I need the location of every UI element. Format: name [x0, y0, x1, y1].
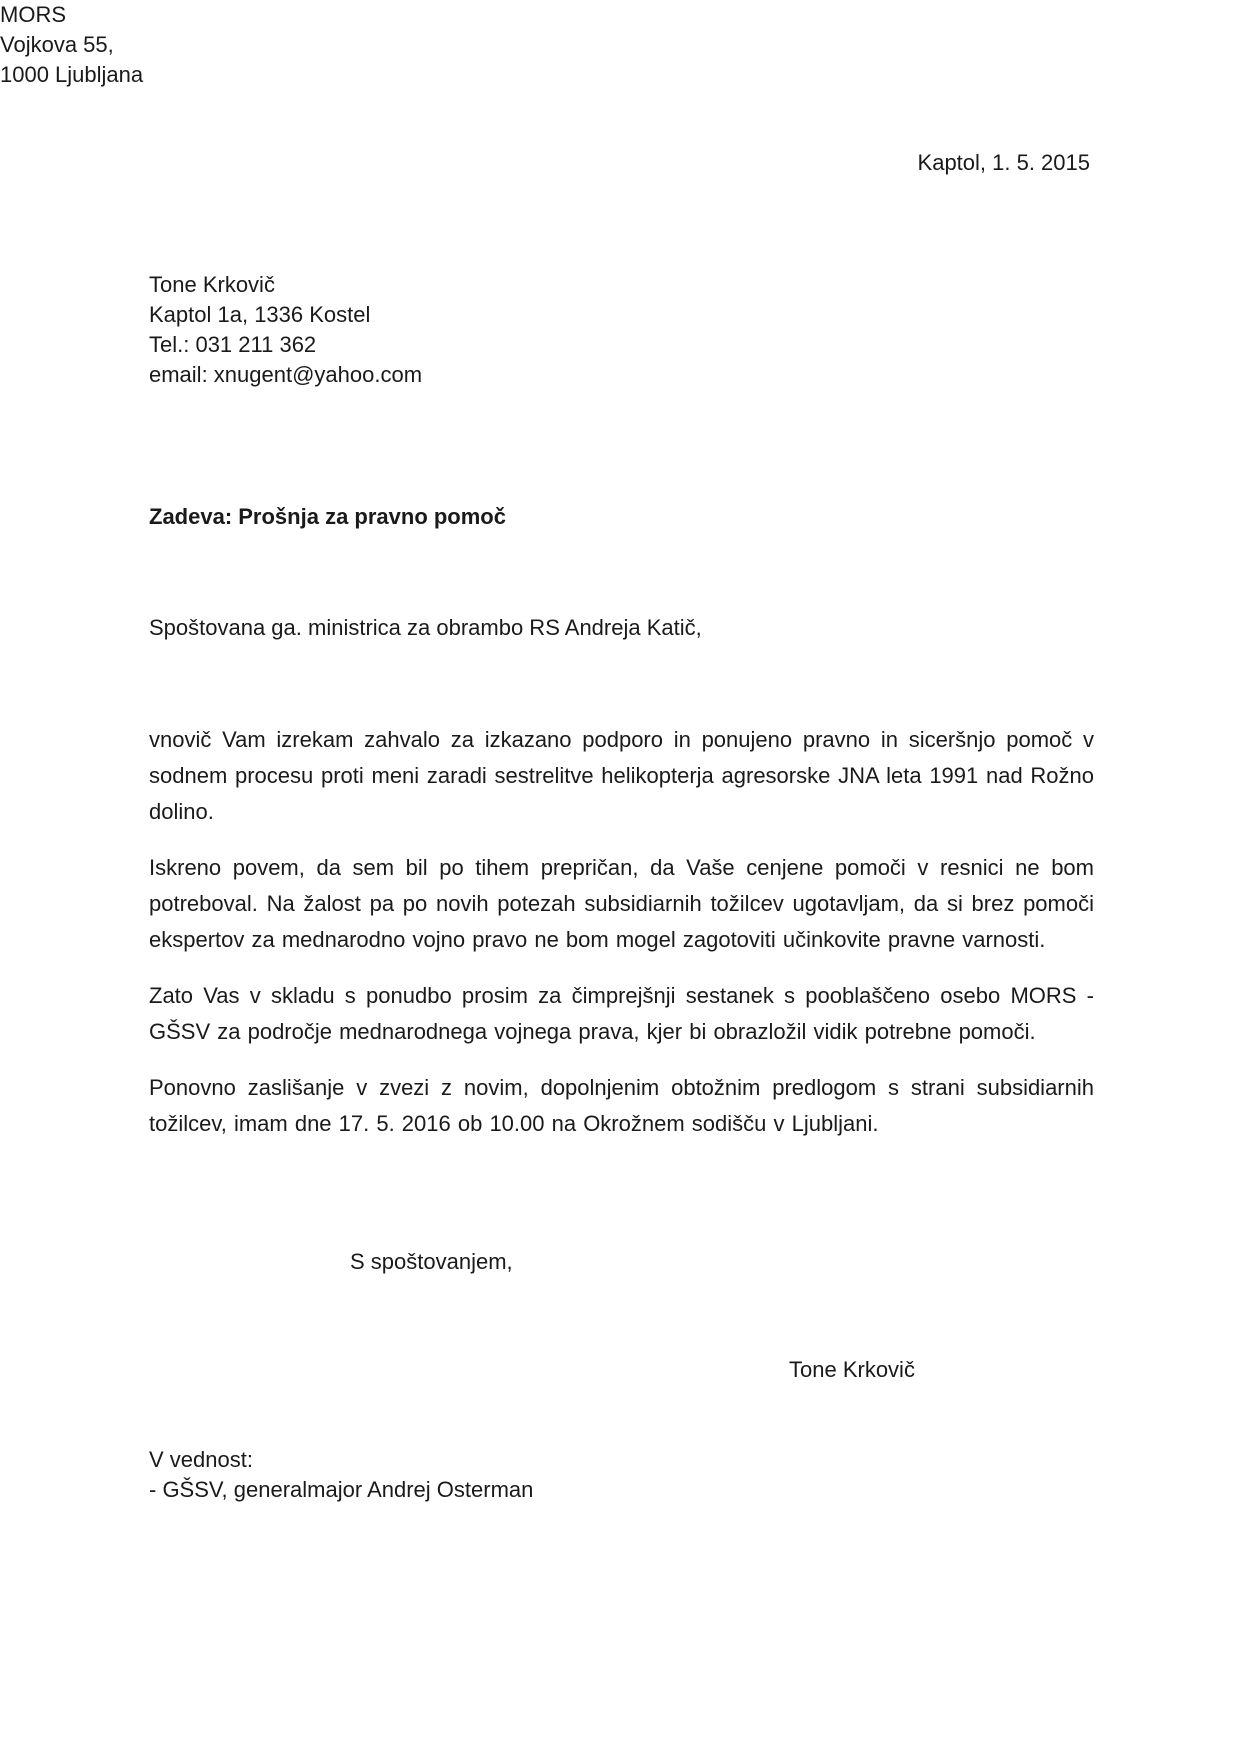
cc-label: V vednost:: [149, 1447, 253, 1472]
recipient-city: 1000 Ljubljana: [0, 62, 144, 87]
sender-address-block: [149, 270, 422, 390]
recipient-address-block: [0, 0, 1240, 90]
recipient-name: MORS: [0, 2, 66, 27]
body-paragraph: Zato Vas v skladu s ponudbo prosim za čimprejšnji sestanek s pooblaščeno osebo MORS - GŠSV za področje mednarodnega vojnega prava, kjer bi obrazložil vidik potrebne pomoči.: [149, 983, 1094, 1044]
sender-phone: Tel.: 031 211 362: [149, 332, 317, 357]
letter-date: Kaptol, 1. 5. 2015: [917, 150, 1090, 175]
sender-email: email: xnugent@yahoo.com: [149, 362, 423, 387]
body-paragraph: Ponovno zaslišanje v zvezi z novim, dopolnjenim obtožnim predlogom s strani subsidiarnih tožilcev, imam dne 17. 5. 2016 ob 10.00 na Okrožnem sodišču v Ljubljani.: [149, 1075, 1094, 1136]
sender-name: Tone Krkovič: [149, 272, 275, 297]
signature-name: Tone Krkovič: [789, 1357, 915, 1382]
letter-body: [149, 722, 1094, 1162]
closing: S spoštovanjem,: [350, 1249, 513, 1274]
subject-line: Zadeva: Prošnja za pravno pomoč: [149, 504, 506, 529]
body-paragraph: Iskreno povem, da sem bil po tihem prepričan, da Vaše cenjene pomoči v resnici ne bom potreboval. Na žalost pa po novih potezah subsidiarnih tožilcev ugotavljam, da si brez pomoči ekspertov za mednarodno vojno pravo ne bom mogel zagotoviti učinkovite pravne varnosti.: [149, 855, 1094, 952]
cc-block: [149, 1445, 533, 1505]
body-paragraph: vnovič Vam izrekam zahvalo za izkazano podporo in ponujeno pravno in siceršnjo pomoč v sodnem procesu proti meni zaradi sestrelitve helikopterja agresorske JNA leta 1991 nad Rožno dolino.: [149, 727, 1094, 824]
cc-entry: - GŠSV, generalmajor Andrej Osterman: [149, 1477, 534, 1502]
recipient-street: Vojkova 55,: [0, 32, 114, 57]
sender-address: Kaptol 1a, 1336 Kostel: [149, 302, 371, 327]
salutation: Spoštovana ga. ministrica za obrambo RS Andreja Katič,: [149, 615, 702, 640]
